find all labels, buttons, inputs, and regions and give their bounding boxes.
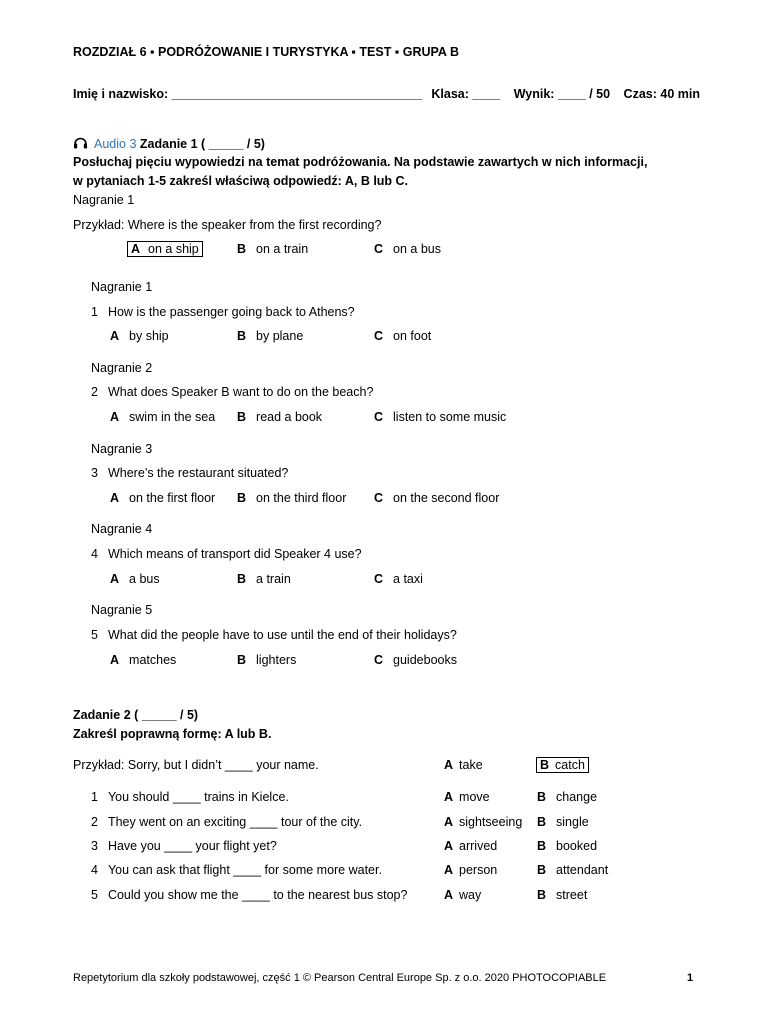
option-letter: A	[110, 329, 120, 343]
option-letter: B	[537, 815, 547, 829]
option-text: by ship	[129, 329, 169, 343]
option-letter: A	[110, 410, 120, 424]
option-text: person	[459, 863, 498, 877]
q4-option-c[interactable]	[374, 572, 423, 586]
option-text: on the first floor	[129, 491, 216, 505]
option-text: sightseeing	[459, 815, 523, 829]
recording-label: Nagranie 4	[91, 522, 153, 536]
example-question: Przykład: Where is the speaker from the first recording?	[73, 218, 382, 232]
option-text: single	[556, 815, 589, 829]
option-letter: B	[537, 863, 547, 877]
option-letter: A	[110, 653, 120, 667]
option-letter: B	[237, 329, 247, 343]
item-number: 3	[91, 839, 98, 853]
option-letter: B	[540, 758, 550, 772]
option-letter: B	[237, 242, 247, 256]
task2-instruction: Zakreśl poprawną formę: A lub B.	[73, 727, 272, 741]
option-letter: C	[374, 491, 384, 505]
footer-copyright: Repetytorium dla szkoły podstawowej, część 1 © Pearson Central Europe Sp. z o.o. 2020 PHOTOCOPIABLE	[73, 972, 607, 984]
item3-option-a[interactable]	[444, 839, 497, 853]
recording-label: Nagranie 1	[91, 280, 153, 294]
q1-option-c[interactable]	[374, 329, 431, 343]
option-text: by plane	[256, 329, 304, 343]
option-text: on a ship	[148, 242, 199, 256]
headphones-icon	[73, 136, 88, 149]
item-text: Could you show me the ____ to the nearest bus stop?	[107, 888, 408, 902]
option-letter: A	[444, 790, 454, 804]
example-option-b[interactable]	[237, 242, 308, 256]
option-text: take	[459, 758, 483, 772]
question-text: What did the people have to use until the end of their holidays?	[107, 628, 457, 642]
option-text: on a train	[256, 242, 309, 256]
item1-option-b[interactable]	[537, 790, 597, 804]
option-text: on the third floor	[256, 491, 347, 505]
task2-item-1	[91, 790, 289, 804]
item3-option-b[interactable]	[537, 839, 597, 853]
q5-option-c[interactable]	[374, 653, 457, 667]
item-text: They went on an exciting ____ tour of the city.	[107, 815, 363, 829]
option-text: on the second floor	[393, 491, 500, 505]
item-text: You should ____ trains in Kielce.	[107, 790, 289, 804]
question-number: 4	[91, 547, 98, 561]
option-letter: A	[444, 815, 454, 829]
question-2	[91, 385, 373, 399]
item-text: You can ask that flight ____ for some more water.	[107, 863, 382, 877]
task2-example-option-a[interactable]	[444, 758, 483, 772]
option-letter: A	[444, 758, 454, 772]
option-text: guidebooks	[393, 653, 457, 667]
option-text: street	[556, 888, 588, 902]
q1-option-a[interactable]	[110, 329, 169, 343]
q4-option-a[interactable]	[110, 572, 160, 586]
option-letter: A	[131, 242, 141, 256]
option-text: swim in the sea	[129, 410, 216, 424]
question-number: 5	[91, 628, 98, 642]
option-text: attendant	[556, 863, 609, 877]
item-number: 2	[91, 815, 98, 829]
option-letter: C	[374, 572, 384, 586]
task1-instruction-line1: Posłuchaj pięciu wypowiedzi na temat podróżowania. Na podstawie zawartych w nich informacji,	[73, 155, 648, 169]
option-text: a bus	[129, 572, 160, 586]
question-1	[91, 305, 355, 319]
task2-item-4	[91, 863, 382, 877]
item4-option-b[interactable]	[537, 863, 608, 877]
option-letter: A	[444, 863, 454, 877]
question-text: Which means of transport did Speaker 4 use?	[107, 547, 362, 561]
item-text: Have you ____ your flight yet?	[107, 839, 277, 853]
q2-option-c[interactable]	[374, 410, 506, 424]
question-text: What does Speaker B want to do on the beach?	[107, 385, 374, 399]
option-text: on foot	[393, 329, 432, 343]
option-text: change	[556, 790, 598, 804]
q3-option-b[interactable]	[237, 491, 346, 505]
item-number: 5	[91, 888, 98, 902]
q4-option-b[interactable]	[237, 572, 291, 586]
option-text: read a book	[256, 410, 323, 424]
question-number: 3	[91, 466, 98, 480]
recording-label: Nagranie 3	[91, 442, 153, 456]
option-text: booked	[556, 839, 598, 853]
option-text: move	[459, 790, 490, 804]
task2-example-option-b[interactable]	[536, 757, 589, 773]
recording-label: Nagranie 2	[91, 361, 153, 375]
option-letter: A	[444, 888, 454, 902]
task1-title: Zadanie 1 ( _____ / 5)	[139, 137, 265, 151]
q2-option-a[interactable]	[110, 410, 215, 424]
item1-option-a[interactable]	[444, 790, 490, 804]
name-field-label[interactable]: Imię i nazwisko: ____________________________________	[73, 87, 422, 101]
option-letter: B	[537, 790, 547, 804]
option-text: way	[459, 888, 482, 902]
task2-example-sentence: Przykład: Sorry, but I didn’t ____ your name.	[73, 758, 319, 772]
question-text: Where’s the restaurant situated?	[107, 466, 289, 480]
option-text: a taxi	[393, 572, 423, 586]
option-text: catch	[555, 758, 585, 772]
item2-option-b[interactable]	[537, 815, 589, 829]
option-letter: A	[110, 572, 120, 586]
page-title: ROZDZIAŁ 6 ▪ PODRÓŻOWANIE I TURYSTYKA ▪ TEST ▪ GRUPA B	[73, 45, 459, 59]
q1-option-b[interactable]	[237, 329, 303, 343]
audio-label[interactable]: Audio 3	[94, 137, 137, 151]
option-letter: C	[374, 329, 384, 343]
option-letter: B	[537, 888, 547, 902]
question-3	[91, 466, 288, 480]
example-option-a[interactable]	[127, 241, 203, 257]
option-letter: B	[237, 653, 247, 667]
option-letter: B	[237, 572, 247, 586]
q3-option-c[interactable]	[374, 491, 499, 505]
q5-option-a[interactable]	[110, 653, 176, 667]
task2-item-5	[91, 888, 407, 902]
item4-option-a[interactable]	[444, 863, 497, 877]
item-number: 1	[91, 790, 98, 804]
option-letter: B	[237, 410, 247, 424]
question-number: 1	[91, 305, 98, 319]
option-letter: C	[374, 242, 384, 256]
question-text: How is the passenger going back to Athens?	[107, 305, 355, 319]
task1-instruction-line2: w pytaniach 1-5 zakreśl właściwą odpowiedź: A, B lub C.	[73, 174, 409, 188]
q3-option-a[interactable]	[110, 491, 215, 505]
option-letter: A	[444, 839, 454, 853]
option-text: matches	[129, 653, 177, 667]
option-letter: C	[374, 410, 384, 424]
task2-item-2	[91, 815, 362, 829]
item-number: 4	[91, 863, 98, 877]
option-letter: C	[374, 653, 384, 667]
option-text: arrived	[459, 839, 498, 853]
task2-title: Zadanie 2 ( _____ / 5)	[73, 708, 199, 722]
question-4	[91, 547, 362, 561]
task1-heading	[73, 136, 265, 151]
page-number: 1	[687, 972, 694, 984]
class-field-label[interactable]: Klasa: ____	[431, 87, 501, 101]
score-field-label[interactable]: Wynik: ____ / 50	[513, 87, 611, 101]
option-text: on a bus	[393, 242, 441, 256]
option-letter: A	[110, 491, 120, 505]
question-number: 2	[91, 385, 98, 399]
item5-option-a[interactable]	[444, 888, 481, 902]
q5-option-b[interactable]	[237, 653, 296, 667]
student-info-line	[73, 87, 700, 101]
example-option-c[interactable]	[374, 242, 441, 256]
option-letter: B	[237, 491, 247, 505]
recording-label: Nagranie 5	[91, 603, 153, 617]
task2-item-3	[91, 839, 277, 853]
time-label: Czas: 40 min	[623, 87, 700, 101]
option-letter: B	[537, 839, 547, 853]
item5-option-b[interactable]	[537, 888, 587, 902]
option-text: a train	[256, 572, 291, 586]
question-5	[91, 628, 457, 642]
example-recording-label: Nagranie 1	[73, 193, 135, 207]
item2-option-a[interactable]	[444, 815, 522, 829]
option-text: listen to some music	[393, 410, 507, 424]
q2-option-b[interactable]	[237, 410, 322, 424]
option-text: lighters	[256, 653, 297, 667]
